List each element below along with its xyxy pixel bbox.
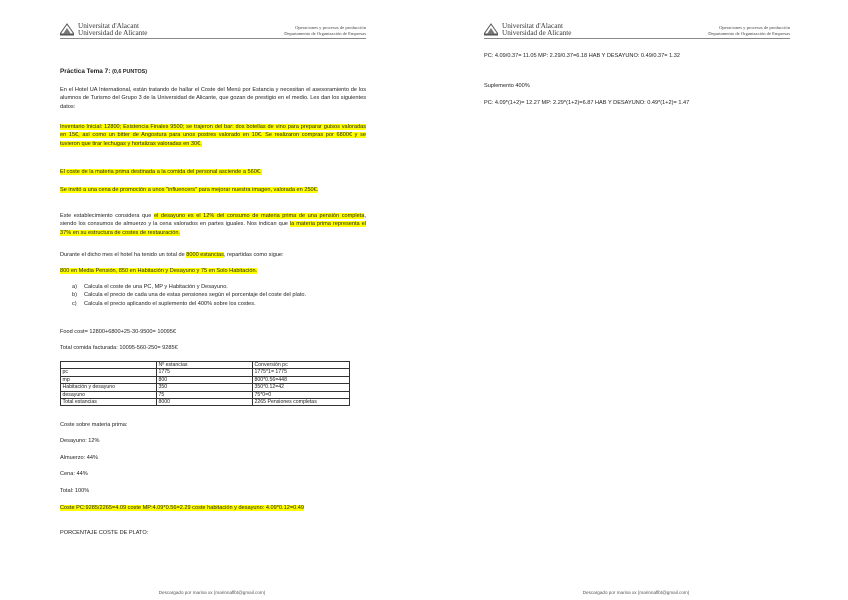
total-comida-line: Total comida facturada: 10095-560-250= 9285€: [60, 345, 178, 351]
table-cell: Habitación y desayuno: [61, 384, 157, 391]
suplemento-price-line: PC: 4.09*(1+2)= 12.27 MP: 2.29*(1+2)=6.87 HAB Y DESAYUNO: 0.49*(1+2)= 1.47: [484, 100, 690, 106]
department-name: Operaciones y procesos de producción Departamento de Organización de Empresas: [708, 25, 790, 36]
list-item: a) Calcula el coste de una PC, MP y Habitación y Desayuno.: [72, 284, 228, 290]
month-paragraph: Durante el dicho mes el hotel ha tenido un total de 8000 estancias, repartidas como sigue:: [60, 252, 284, 258]
right-page: [424, 0, 848, 600]
table-row: [61, 376, 350, 383]
table-cell: Total estancias: [61, 399, 157, 406]
desayuno-pct-line: Desayuno: 12%: [60, 438, 100, 444]
coste-sobre-line: Coste sobre materia prima:: [60, 422, 128, 428]
coste-pc-paragraph: Coste PC:9285/2265=4.09 coste MP:4.09*0.56=2.29 coste habitación y desayuno: 4.09*0.12=0.49: [60, 505, 304, 511]
table-cell: 2265 Pensiones completas: [253, 399, 350, 406]
university-name: Universitat d'Alacant Universidad de Alicante: [78, 22, 148, 38]
pc-price-line: PC: 4.09/0.37= 11.05 MP: 2.29/0.37=6.18 HAB Y DESAYUNO: 0.49/0.37= 1.32: [484, 53, 680, 59]
header-rule: [484, 38, 790, 39]
table-row: [61, 391, 350, 398]
suplemento-heading: Suplemento 400%: [484, 83, 530, 89]
almuerzo-pct-line: Almuerzo: 44%: [60, 455, 98, 461]
tasks-list: [60, 283, 366, 308]
practice-title: Práctica Tema 7: (0,6 PUNTOS): [60, 68, 148, 75]
inventory-paragraph: Inventario Inicial: 12800; Existencia Finales 9500; se trajeron del bar: dos botellas de vino para preparar guisos valoradas en 15€, así como un bitter de Angostura para unos postres valorado en 10€. Se realizaron compras por 6800€ y se tuvieron que tirar lechugas y hortalizas valoradas en 30€.: [60, 124, 366, 147]
influencers-paragraph: Se invitó a una cena de promoción a unos "influencers" para mejorar nuestra imagen, valorada en 250€.: [60, 187, 319, 193]
table-cell: 350: [157, 384, 253, 391]
table-cell: 8000: [157, 399, 253, 406]
list-item: b) Calcula el precio de cada una de estas pensiones según el porcentaje del coste del plato.: [72, 292, 307, 299]
table-row: [61, 384, 350, 391]
table-cell: 350*0.12=42: [253, 384, 350, 391]
table-cell: 800: [157, 376, 253, 383]
table-cell: desayuno: [61, 391, 157, 398]
table-cell: 75*0=0: [253, 391, 350, 398]
table-cell: 1775: [157, 369, 253, 376]
table-cell: [61, 362, 157, 369]
university-logo-icon: [60, 22, 74, 36]
table-cell: 1775*1= 1775: [253, 369, 350, 376]
food-cost-line: Food cost= 12800+6800+25-30-9500= 10095€: [60, 329, 177, 335]
staff-cost-paragraph: El coste de la materia prima destinada a la comida del personal asciende a 560€.: [60, 169, 262, 175]
list-item: c) Calcula el precio aplicando el suplemento del 400% sobre los costes.: [72, 300, 256, 307]
page-footer: Descargado por marina xx (marinnaflbt@gmail.com): [582, 590, 690, 595]
table-cell: mp: [61, 376, 157, 383]
university-name: Universitat d'Alacant Universidad de Alicante: [502, 22, 572, 38]
page-header: [60, 22, 366, 42]
table-cell: Nº estancias: [157, 362, 253, 369]
header-rule: [60, 38, 366, 39]
total-pct-line: Total: 100%: [60, 488, 90, 494]
page-header: [484, 22, 790, 42]
table-cell: 800*0.56=448: [253, 376, 350, 383]
university-logo-icon: [484, 22, 498, 36]
stays-table: [60, 361, 350, 406]
intro-paragraph: En el Hotel UA International, están tratando de hallar el Coste del Menú por Estancia y necesitan el asesoramiento de los alumnos de Turismo del Grupo 3 de la Universidad de Alicante, que gozan de prestigio en el medio. Les dan los siguientes datos:: [60, 87, 366, 110]
table-row: [61, 399, 350, 406]
department-name: Operaciones y procesos de producción Departamento de Organización de Empresas: [284, 25, 366, 36]
consider-paragraph: Este establecimiento considera que el desayuno es el 12% del consumo de materia prima de una pensión completa, siendo los consumos de almuerzo y la cena valorados en partes iguales. Nos indican que la materia prima representa el 37% en su estructura de costes de restauración.: [60, 213, 367, 236]
distribution-paragraph: 800 en Media Pensión, 850 en Habitación y Desayuno y 75 en Solo Habitación.: [60, 268, 258, 274]
page-footer: Descargado por marina xx (marinnaflbt@gmail.com): [158, 590, 266, 595]
table-cell: pc: [61, 369, 157, 376]
table-row: [61, 369, 350, 376]
table-cell: Conversión pc: [253, 362, 350, 369]
porcentaje-heading: PORCENTAJE COSTE DE PLATO:: [60, 530, 149, 536]
table-cell: 75: [157, 391, 253, 398]
table-header-row: [61, 362, 350, 369]
cena-pct-line: Cena: 44%: [60, 471, 88, 477]
